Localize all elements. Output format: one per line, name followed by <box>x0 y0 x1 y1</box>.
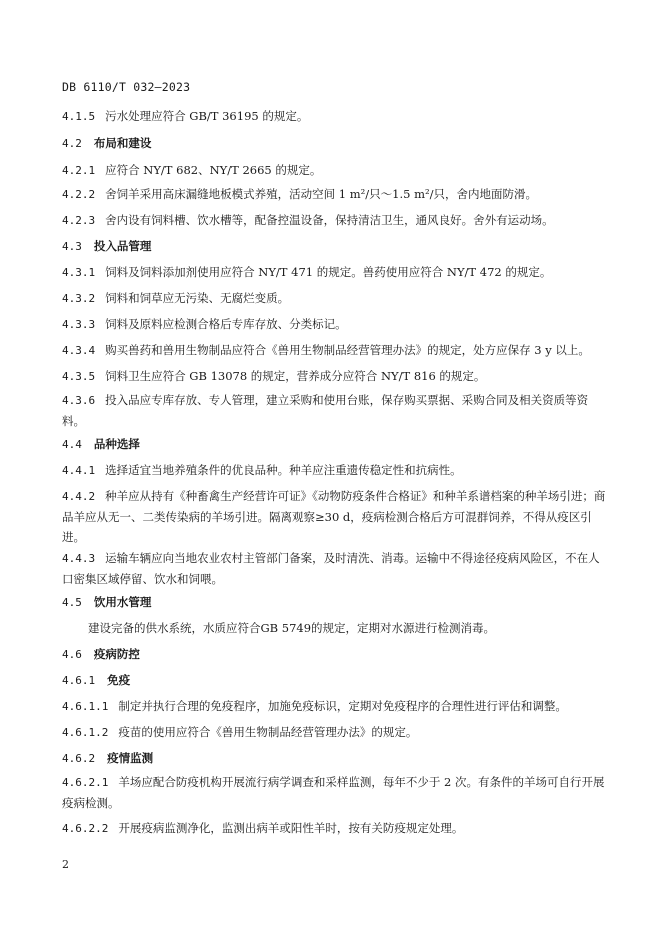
clause-4-4-3 <box>62 548 610 589</box>
section-title: 疫病防控 <box>93 647 140 661</box>
section-heading-4-2 <box>62 133 610 154</box>
clause-text: 羊场应配合防疫机构开展流行病学调查和采样监测，每年不少于 2 次。有条件的羊场可自行开展疫病检测。 <box>62 775 605 810</box>
clause-4-4-2 <box>62 486 610 547</box>
clause-number: 4.4 <box>62 438 82 451</box>
paragraph-text: 建设完备的供水系统，水质应符合GB 5749的规定，定期对水源进行检测消毒。 <box>88 621 496 635</box>
clause-number: 4.3 <box>62 240 82 253</box>
section-title: 投入品管理 <box>93 239 152 253</box>
clause-text: 购买兽药和兽用生物制品应符合《兽用生物制品经营管理办法》的规定，处方应保存 3 y 以上。 <box>105 343 590 357</box>
clause-4-6-2-2 <box>62 818 610 839</box>
clause-text: 开展疫病监测净化，监测出病羊或阳性羊时，按有关防疫规定处理。 <box>118 821 464 835</box>
clause-number: 4.6.2.2 <box>62 822 109 835</box>
clause-text: 制定并执行合理的免疫程序，加施免疫标识，定期对免疫程序的合理性进行评估和调整。 <box>118 699 567 713</box>
section-heading-4-6-1 <box>62 670 610 691</box>
clause-number: 4.3.1 <box>62 266 96 279</box>
clause-4-3-6 <box>62 390 610 431</box>
clause-text: 应符合 NY/T 682、NY/T 2665 的规定。 <box>105 163 322 177</box>
clause-4-6-1-1 <box>62 696 610 717</box>
clause-4-1-5 <box>62 106 610 127</box>
section-title: 布局和建设 <box>93 136 152 150</box>
clause-4-6-2-1 <box>62 772 610 813</box>
clause-4-4-1 <box>62 460 610 481</box>
clause-text: 运输车辆应向当地农业农村主管部门备案，及时清洗、消毒。运输中不得途径疫病风险区，不在人口密集区域停留、饮水和饲喂。 <box>62 551 600 586</box>
clause-number: 4.3.5 <box>62 370 96 383</box>
section-title: 免疫 <box>107 673 131 687</box>
document-code: DB 6110/T 032—2023 <box>62 80 191 94</box>
clause-4-3-4 <box>62 340 610 361</box>
clause-4-6-1-2 <box>62 722 610 743</box>
clause-text: 种羊应从持有《种畜禽生产经营许可证》《动物防疫条件合格证》和种羊系谱档案的种羊场引进；商品羊应从无一、二类传染病的羊场引进。隔离观察≥30 d，疫病检测合格后方可混群饲养，不得从疫区引进。 <box>62 489 606 544</box>
clause-text: 舍内设有饲料槽、饮水槽等，配备控温设备，保持清洁卫生，通风良好。舍外有运动场。 <box>105 213 554 227</box>
clause-number: 4.6.1.2 <box>62 726 109 739</box>
clause-number: 4.1.5 <box>62 110 96 123</box>
section-heading-4-3 <box>62 236 610 257</box>
section-heading-4-4 <box>62 434 610 455</box>
clause-text: 饲料及原料应检测合格后专库存放、分类标记。 <box>105 317 347 331</box>
section-title: 饮用水管理 <box>93 595 152 609</box>
clause-number: 4.3.3 <box>62 318 96 331</box>
clause-text: 污水处理应符合 GB/T 36195 的规定。 <box>105 109 309 123</box>
clause-text: 疫苗的使用应符合《兽用生物制品经营管理办法》的规定。 <box>118 725 418 739</box>
clause-4-3-3 <box>62 314 610 335</box>
clause-4-3-1 <box>62 262 610 283</box>
clause-text: 舍饲羊采用高床漏缝地板模式养殖，活动空间 1 m²/只～1.5 m²/只，舍内地面防滑。 <box>105 187 537 201</box>
clause-text: 投入品应专库存放、专人管理，建立采购和使用台账，保存购买票据、采购合同及相关资质等资料。 <box>62 393 589 428</box>
paragraph-water-supply <box>62 618 636 638</box>
clause-number: 4.6 <box>62 648 82 661</box>
clause-4-3-5 <box>62 366 610 387</box>
clause-number: 4.3.4 <box>62 344 96 357</box>
clause-number: 4.2.2 <box>62 188 96 201</box>
section-heading-4-6 <box>62 644 610 665</box>
page-number: 2 <box>62 858 69 871</box>
clause-number: 4.6.2.1 <box>62 776 109 789</box>
section-heading-4-6-2 <box>62 748 610 769</box>
clause-number: 4.3.6 <box>62 394 96 407</box>
clause-number: 4.4.3 <box>62 552 96 565</box>
clause-text: 选择适宜当地养殖条件的优良品种。种羊应注重遗传稳定性和抗病性。 <box>105 463 462 477</box>
clause-number: 4.2.1 <box>62 164 96 177</box>
clause-number: 4.4.1 <box>62 464 96 477</box>
clause-4-2-3 <box>62 210 610 231</box>
clause-number: 4.6.1.1 <box>62 700 109 713</box>
clause-4-2-2 <box>62 184 610 205</box>
clause-text: 饲料和饲草应无污染、无腐烂变质。 <box>105 291 290 305</box>
section-title: 品种选择 <box>93 437 140 451</box>
clause-text: 饲料及饲料添加剂使用应符合 NY/T 471 的规定。兽药使用应符合 NY/T 472 的规定。 <box>105 265 552 279</box>
section-title: 疫情监测 <box>107 751 154 765</box>
clause-number: 4.6.1 <box>62 674 96 687</box>
clause-4-3-2 <box>62 288 610 309</box>
clause-number: 4.4.2 <box>62 490 96 503</box>
clause-text: 饲料卫生应符合 GB 13078 的规定，营养成分应符合 NY/T 816 的规定。 <box>105 369 486 383</box>
clause-number: 4.3.2 <box>62 292 96 305</box>
clause-number: 4.6.2 <box>62 752 96 765</box>
section-heading-4-5 <box>62 592 610 613</box>
clause-4-2-1 <box>62 160 610 181</box>
clause-number: 4.5 <box>62 596 82 609</box>
clause-number: 4.2.3 <box>62 214 96 227</box>
clause-number: 4.2 <box>62 137 82 150</box>
